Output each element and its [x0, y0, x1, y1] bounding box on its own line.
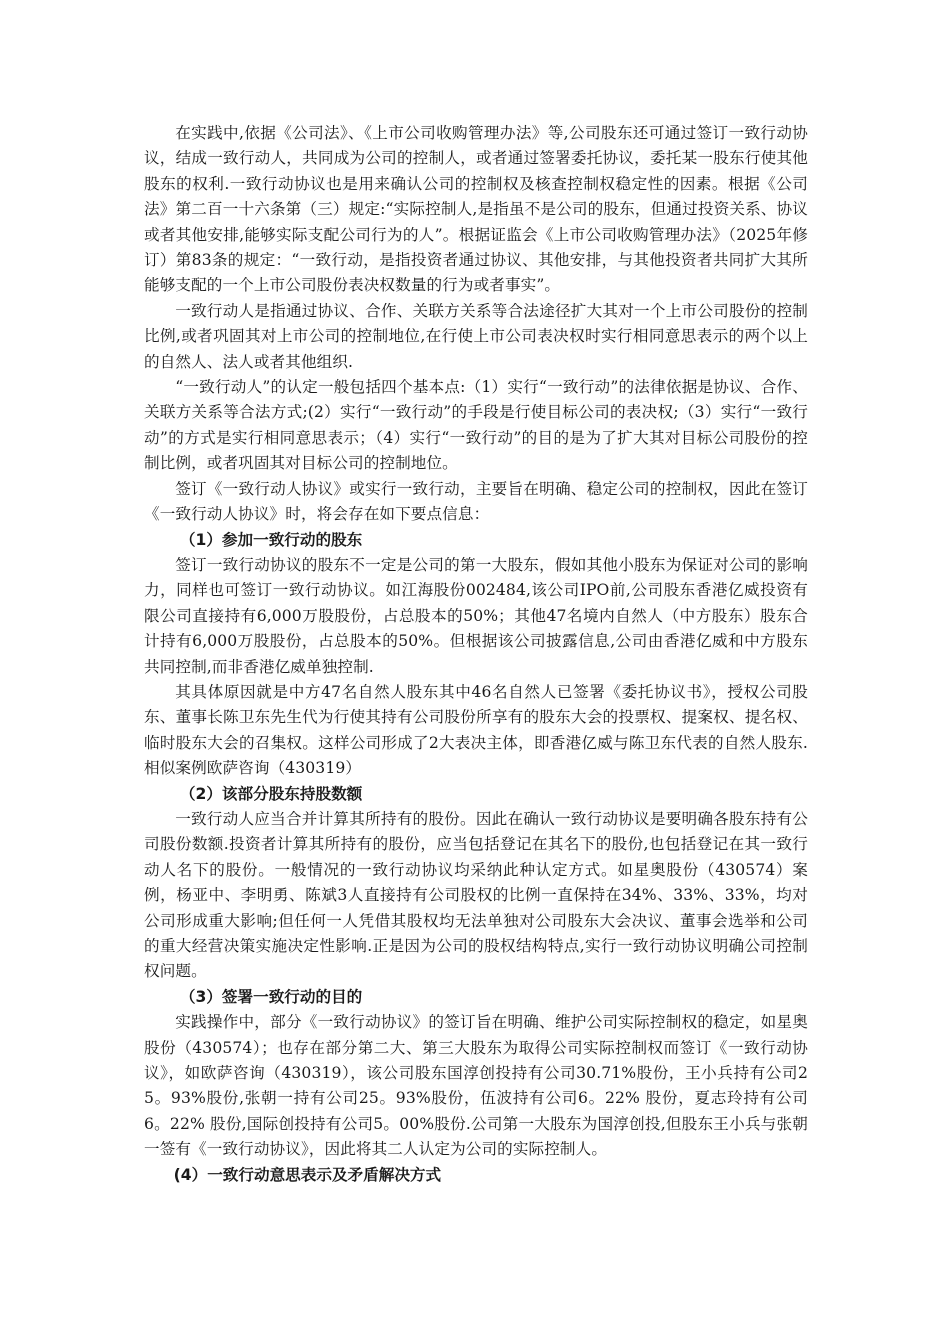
- paragraph-combined-shares: 一致行动人应当合并计算其所持有的股份。因此在确认一致行动协议是要明确各股东持有公司股份数额.投资者计算其所持有的股份，应当包括登记在其名下的股份,也包括登记在其一致行动人名下的股份。一般情况的一致行动协议均采纳此种认定方式。如星奥股份（430574）案例，杨亚中、李明勇、陈斌3人直接持有公司股权的比例一直保持在34%、33%、33%，均对公司形成重大影响;但任何一人凭借其股权均无法单独对公司股东大会决议、董事会选举和公司的重大经营决策实施决定性影响.正是因为公司的股权结构特点,实行一致行动协议明确公司控制权问题。: [144, 809, 808, 981]
- heading-shareholding-amount: （2）该部分股东持股数额: [179, 784, 363, 803]
- document-body: [144, 121, 808, 1188]
- paragraph-practice-operation: 实践操作中，部分《一致行动协议》的签订旨在明确、维护公司实际控制权的稳定，如星奥股份（430574）；也存在部分第二大、第三大股东为取得公司实际控制权而签订《一致行动协议》，如欧萨咨询（430319），该公司股东国淳创投持有公司30.71%股份，王小兵持有公司25。93%股份,张朝一持有公司25。93%股份，伍波持有公司6。22% 股份，夏志玲持有公司6。22% 股份,国际创投持有公司5。00%股份.公司第一大股东为国淳创投,但股东王小兵与张朝一签有《一致行动协议》，因此将其二人认定为公司的实际控制人。: [144, 1013, 808, 1159]
- paragraph-practice: 在实践中,依据《公司法》、《上市公司收购管理办法》等,公司股东还可通过签订一致行动协议，结成一致行动人，共同成为公司的控制人，或者通过签署委托协议，委托某一股东行使其他股东的权利.一致行动协议也是用来确认公司的控制权及核查控制权稳定性的因素。根据《公司法》第二百一十六条第（三）规定:“实际控制人,是指虽不是公司的股东，但通过投资关系、协议或者其他安排,能够实际支配公司行为的人”。根据证监会《上市公司收购管理办法》（2025年修订）第83条的规定：“一致行动，是指投资者通过协议、其他安排，与其他投资者共同扩大其所能够支配的一个上市公司股份表决权数量的行为或者事实”。: [144, 124, 808, 295]
- paragraph-jianghai-case: 签订一致行动协议的股东不一定是公司的第一大股东，假如其他小股东为保证对公司的影响力，同样也可签订一致行动协议。如江海股份002484,该公司IPO前,公司股东香港亿威投资有限公司直接持有6,000万股股份，占总股本的50%；其他47名境内自然人（中方股东）股东合计持有6,000万股股份，占总股本的50%。但根据该公司披露信息,公司由香港亿威和中方股东共同控制,而非香港亿威单独控制.: [144, 555, 808, 676]
- paragraph-specific-reason: 其具体原因就是中方47名自然人股东其中46名自然人已签署《委托协议书》，授权公司股东、董事长陈卫东先生代为行使其持有公司股份所享有的股东大会的投票权、提案权、提名权、临时股东大会的召集权。这样公司形成了2大表决主体，即香港亿威与陈卫东代表的自然人股东.相似案例欧萨咨询（430319）: [144, 682, 808, 778]
- paragraph-agreement-intro: 签订《一致行动人协议》或实行一致行动，主要旨在明确、稳定公司的控制权，因此在签订《一致行动人协议》时，将会存在如下要点信息：: [144, 479, 808, 524]
- heading-signing-purpose: （3）签署一致行动的目的: [179, 987, 363, 1006]
- paragraph-definition: 一致行动人是指通过协议、合作、关联方关系等合法途径扩大其对一个上市公司股份的控制比例,或者巩固其对上市公司的控制地位,在行使上市公司表决权时实行相同意思表示的两个以上的自然人、法人或者其他组织.: [144, 301, 808, 371]
- heading-intent-dispute-resolution: (4）一致行动意思表示及矛盾解决方式: [173, 1165, 442, 1184]
- paragraph-four-points: “一致行动人”的认定一般包括四个基本点:（1）实行“一致行动”的法律依据是协议、合作、关联方关系等合法方式;(2）实行“一致行动”的手段是行使目标公司的表决权;（3）实行“一致行动”的方式是实行相同意思表示；（4）实行“一致行动”的目的是为了扩大其对目标公司股份的控制比例，或者巩固其对目标公司的控制地位。: [144, 378, 808, 473]
- heading-participating-shareholders: （1）参加一致行动的股东: [179, 530, 363, 549]
